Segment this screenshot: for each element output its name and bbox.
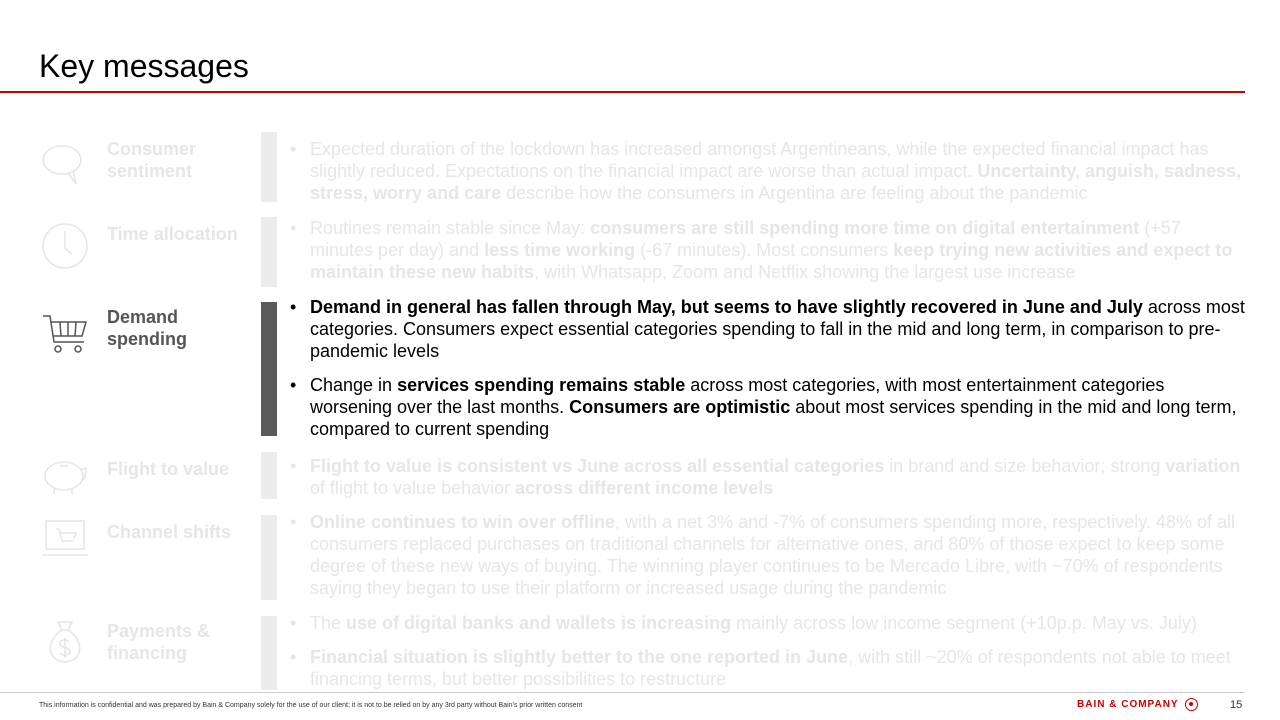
section-bullets (290, 217, 1245, 295)
text-run-bold: Uncertainty, anguish, sadness, stress, worry and care (310, 161, 1242, 203)
section-bar (261, 302, 277, 436)
footer-divider (0, 692, 1245, 693)
text-run: Change in (310, 375, 398, 395)
section-demand-spending (0, 296, 1280, 444)
laptop-cart-icon (40, 515, 90, 565)
title-divider (0, 91, 1245, 93)
page-title: Key messages (39, 48, 249, 84)
shopping-cart-icon (40, 308, 90, 358)
text-run: of flight to value behavior (310, 478, 516, 498)
text-run: across most categories, with most entertainment categories worsening over the last months. (310, 375, 1165, 417)
section-label: Consumer sentiment (107, 139, 197, 181)
text-run-bold: across different income levels (515, 478, 774, 498)
text-run: describe how the consumers in Argentina are feeling about the pandemic (501, 183, 1088, 203)
text-run-bold: consumers are still spending more time on digital entertainment (590, 218, 1140, 238)
bullet (290, 511, 1245, 599)
text-run: mainly across low income segment (+10p.p. May vs. July) (731, 613, 1197, 633)
text-run: in brand and size behavior; strong (884, 456, 1166, 476)
clock-icon (40, 221, 90, 271)
brand-logo (1077, 698, 1198, 711)
text-run: , with a net 3% and -7% of consumers spending more, respectively. 48% of all consumers replaced purchases on traditional channels for alternative ones, and 80% of those expect to keep some degree of these new ways of buying. The winning player continues to be Mercado Libre, with ~70% of respondents saying they began to use their platform or increased usage during the pandemic (310, 512, 1235, 598)
text-run-bold: services spending remains stable (397, 375, 686, 395)
bullet (290, 455, 1245, 499)
section-label: Flight to value (107, 459, 230, 479)
text-run: about most services spending in the mid and long term, compared to current spending (310, 397, 1237, 439)
section-time-allocation (0, 217, 1280, 292)
bullet (290, 296, 1245, 362)
text-run-bold: Flight to value is consistent vs June across all essential categories (310, 456, 885, 476)
text-run: (+57 minutes per day) and (310, 218, 1181, 260)
text-run-bold: use of digital banks and wallets is increasing (346, 613, 732, 633)
section-flight-to-value (0, 452, 1280, 504)
text-run: Routines remain stable since May: (310, 218, 591, 238)
text-run-bold: variation (1165, 456, 1241, 476)
text-run: , with still ~20% of respondents not able to meet financing terms, but better possibilities to restructure (310, 647, 1231, 689)
brand-mark-icon (1185, 698, 1198, 711)
section-bar (261, 132, 277, 202)
section-label: Demand spending (107, 307, 187, 349)
text-run: across most categories. Consumers expect essential categories spending to fall in the mid and long term, in comparison to pre-pandemic levels (310, 297, 1245, 361)
speech-bubble-icon (40, 138, 90, 188)
text-run-bold: Online continues to win over offline (310, 512, 616, 532)
section-channel-shifts (0, 512, 1280, 605)
text-run-bold: Financial situation is slightly better to the one reported in June (310, 647, 849, 667)
text-run: , with Whatsapp, Zoom and Netflix showing the largest use increase (534, 262, 1076, 282)
text-run-bold: Demand in general has fallen through May, but seems to have slightly recovered in June and July (310, 297, 1143, 317)
text-run-bold: Consumers are optimistic (569, 397, 791, 417)
section-label: Payments & financing (107, 621, 211, 663)
section-bullets (290, 138, 1245, 216)
section-bar (261, 616, 277, 690)
bullet (290, 374, 1245, 440)
bullet (290, 612, 1245, 634)
section-bar (261, 452, 277, 499)
text-run: (-67 minutes). Most consumers (635, 240, 894, 260)
section-bullets (290, 455, 1245, 511)
section-bullets (290, 296, 1245, 452)
text-run: The (310, 613, 347, 633)
page-number: 15 (1230, 699, 1243, 711)
bullet (290, 646, 1245, 690)
section-bullets (290, 511, 1245, 611)
text-run-bold: keep trying new activities and expect to maintain these new habits (310, 240, 1233, 282)
section-bar (261, 515, 277, 600)
section-bullets (290, 612, 1245, 702)
piggy-bank-icon (40, 450, 90, 500)
section-label: Time allocation (107, 224, 238, 244)
section-consumer-sentiment (0, 132, 1280, 207)
section-bar (261, 217, 277, 287)
bullet (290, 138, 1245, 204)
bullet (290, 217, 1245, 283)
section-label: Channel shifts (107, 522, 232, 542)
text-run-bold: less time working (484, 240, 636, 260)
confidentiality-note: This information is confidential and was prepared by Bain & Company solely for the use of our client; it is not to be relied on by any 3rd party without Bain's prior written consent (39, 702, 583, 709)
money-bag-icon (40, 616, 90, 666)
section-payments-financing (0, 612, 1280, 690)
text-run: Expected duration of the lockdown has increased amongst Argentineans, while the expected financial impact has slightly reduced. Expectations on the financial impact are worse than actual impact. (310, 139, 1209, 181)
brand-name: BAIN & COMPANY (1077, 699, 1179, 710)
